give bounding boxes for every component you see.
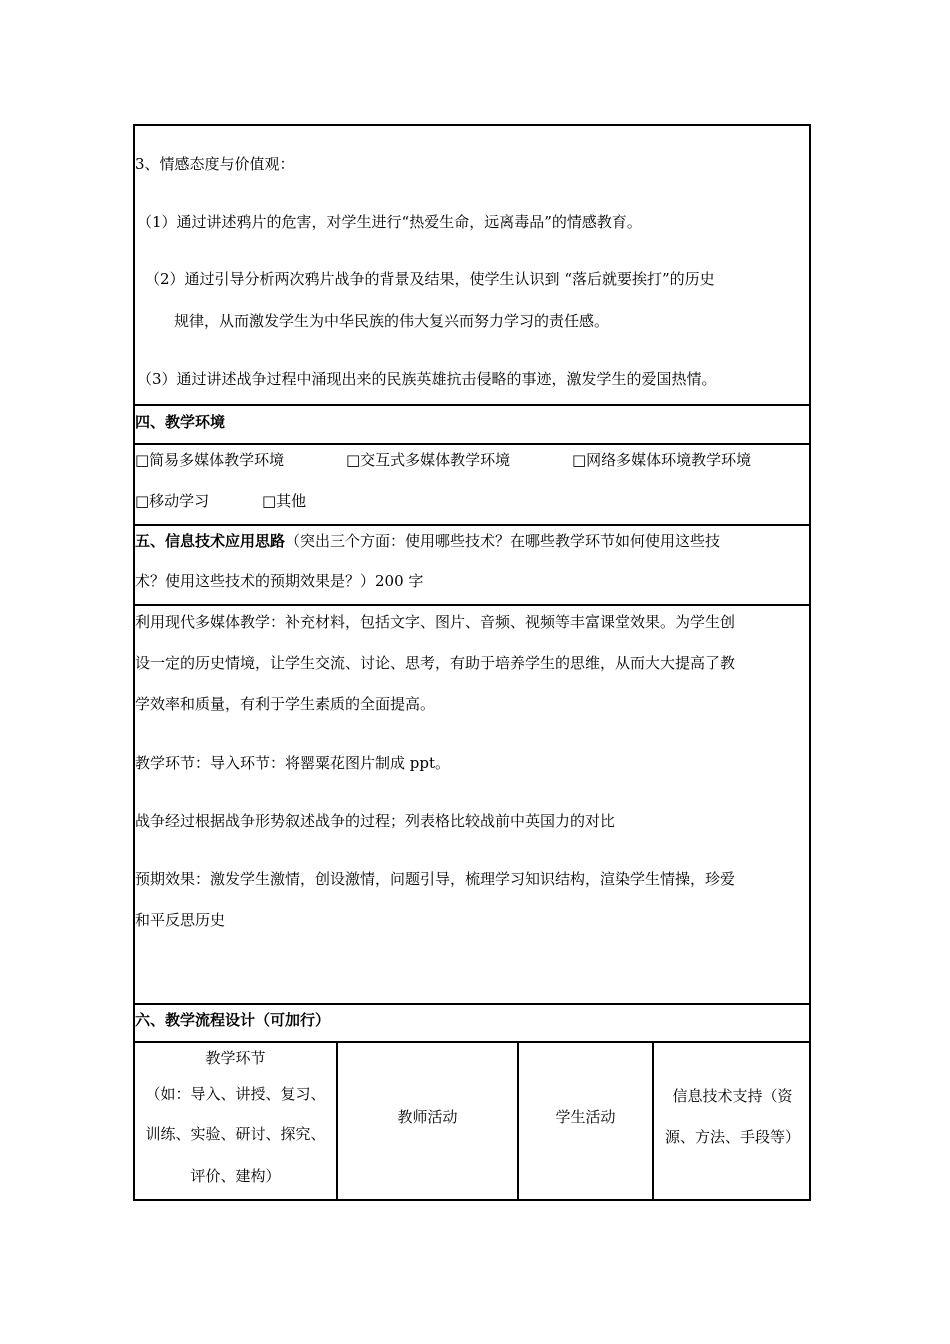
env-option-simple-multimedia[interactable]: □简易多媒体教学环境 — [135, 451, 285, 469]
section5-body-line: 设一定的历史情境，让学生交流、讨论、思考，有助于培养学生的思维，从而大大提高了教 — [135, 654, 736, 672]
header-teacher-activity: 教师活动 — [397, 1108, 458, 1126]
header-teaching-stage-note: 训练、实验、研讨、探究、 — [145, 1125, 326, 1143]
section5-heading: 五、信息技术应用思路 — [135, 532, 286, 550]
section6-heading: 六、教学流程设计（可加行） — [135, 1011, 331, 1029]
section3-item-1: （1）通过讲述鸦片的危害，对学生进行“热爱生命，远离毒品”的情感教育。 — [137, 213, 642, 231]
row-divider — [135, 524, 809, 526]
section3-heading: 3、情感态度与价值观： — [135, 155, 295, 173]
row-divider — [135, 604, 809, 606]
header-it-support: 信息技术支持（资 — [672, 1087, 793, 1105]
env-option-network-multimedia[interactable]: □网络多媒体环境教学环境 — [572, 451, 752, 469]
section3-item-2-line1: （2）通过引导分析两次鸦片战争的背景及结果，使学生认识到 “落后就要挨打”的历史 — [145, 270, 715, 288]
row-divider — [135, 1041, 809, 1043]
env-option-other[interactable]: □其他 — [262, 492, 307, 510]
section5-body-line: 预期效果：激发学生激情，创设激情，问题引导，梳理学习知识结构，渲染学生情操，珍爱 — [135, 870, 736, 888]
section5-body-line: 学效率和质量，有利于学生素质的全面提高。 — [135, 695, 436, 713]
section5-body-line: 教学环节：导入环节：将罂粟花图片制成 ppt。 — [135, 754, 451, 772]
section5-body-line: 利用现代多媒体教学：补充材料，包括文字、图片、音频、视频等丰富课堂效果。为学生创 — [135, 613, 736, 631]
header-teaching-stage: 教学环节 — [205, 1049, 266, 1067]
section3-item-2-line2: 规律，从而激发学生为中华民族的伟大复兴而努力学习的责任感。 — [174, 312, 610, 330]
row-divider — [135, 1003, 809, 1005]
header-student-activity: 学生活动 — [555, 1108, 616, 1126]
section5-body-line: 和平反思历史 — [135, 911, 226, 929]
section5-heading-line1 — [135, 531, 720, 551]
lesson-plan-table — [133, 124, 811, 1201]
section5-heading-line2: 术？使用这些技术的预期效果是？）200 字 — [135, 572, 424, 590]
header-teaching-stage-note: （如：导入、讲授、复习、 — [145, 1085, 326, 1103]
column-divider — [652, 1041, 654, 1201]
row-divider — [135, 443, 809, 445]
header-teaching-stage-note: 评价、建构） — [190, 1167, 281, 1185]
section5-body-line: 战争经过根据战争形势叙述战争的过程；列表格比较战前中英国力的对比 — [135, 812, 616, 830]
env-option-mobile-learning[interactable]: □移动学习 — [135, 492, 210, 510]
section5-heading-note: （突出三个方面：使用哪些技术？在哪些教学环节如何使用这些技 — [285, 532, 721, 550]
header-it-support-note: 源、方法、手段等） — [664, 1128, 800, 1146]
row-divider — [135, 404, 809, 406]
env-option-interactive-multimedia[interactable]: □交互式多媒体教学环境 — [346, 451, 511, 469]
section3-item-3: （3）通过讲述战争过程中涌现出来的民族英雄抗击侵略的事迹，激发学生的爱国热情。 — [137, 370, 717, 388]
section4-heading: 四、教学环境 — [135, 413, 226, 431]
